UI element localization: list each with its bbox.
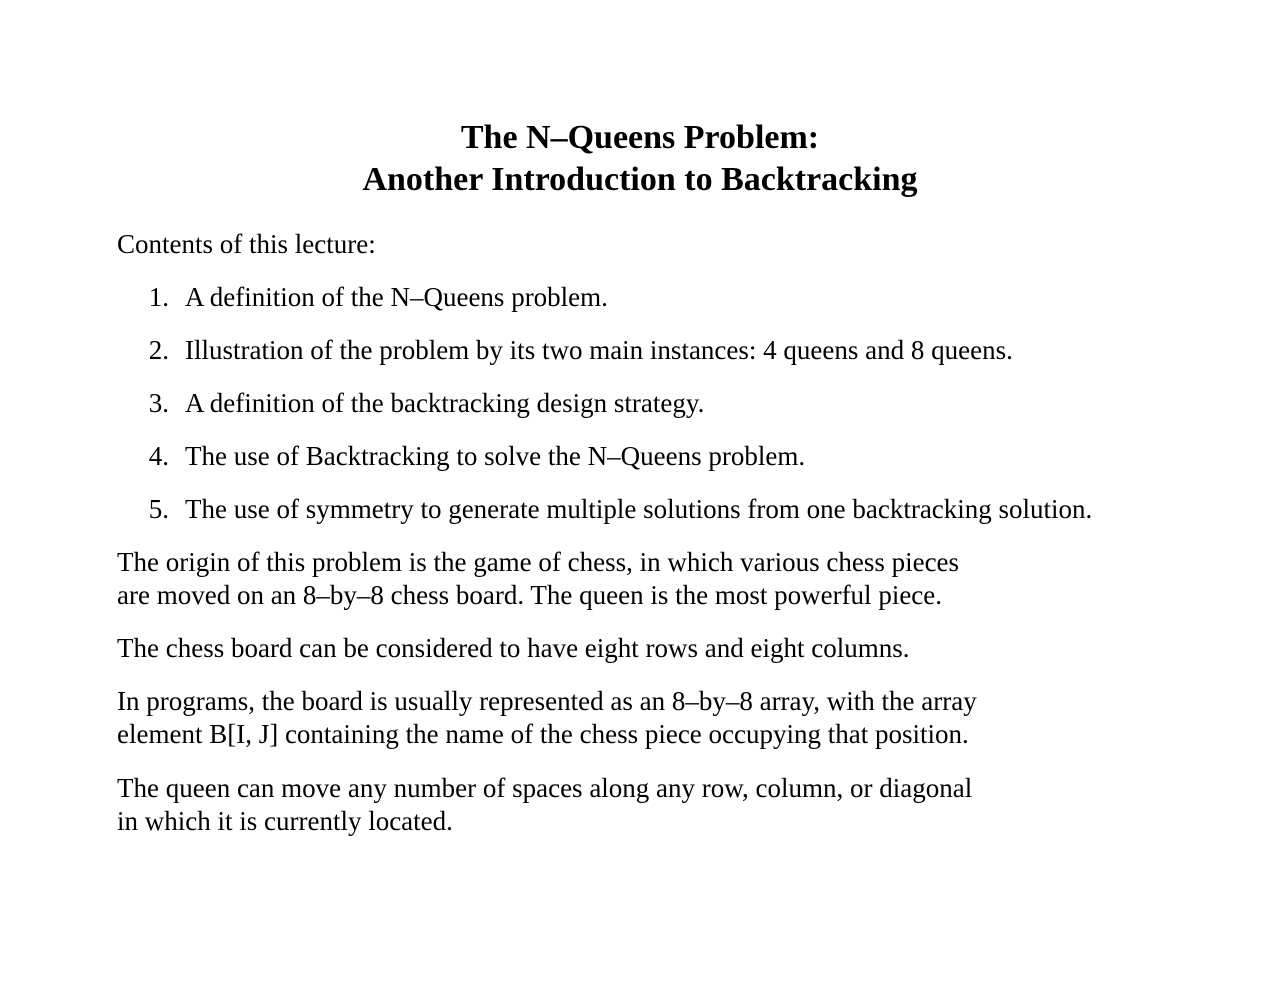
title-line-2: Another Introduction to Backtracking [362, 161, 918, 198]
paragraph-line: In programs, the board is usually represented as an 8–by–8 array, with the array [117, 686, 977, 716]
list-item-text: A definition of the N–Queens problem. [185, 282, 608, 312]
paragraph-line: The chess board can be considered to have eight rows and eight columns. [117, 633, 910, 663]
list-item-text: The use of Backtracking to solve the N–Queens problem. [185, 441, 806, 471]
paragraph-array-representation [117, 685, 1257, 751]
list-item-text: The use of symmetry to generate multiple solutions from one backtracking solution. [185, 494, 1093, 524]
list-item-number: 5. [148, 494, 169, 524]
paragraph-line: in which it is currently located. [117, 806, 453, 836]
paragraph-chess-origin [117, 546, 1257, 612]
list-item-number: 4. [148, 441, 169, 471]
list-item-text: A definition of the backtracking design strategy. [185, 388, 705, 418]
list-item-number: 1. [148, 282, 169, 312]
paragraph-line: are moved on an 8–by–8 chess board. The queen is the most powerful piece. [117, 580, 943, 610]
paragraph-board-rows [117, 632, 1257, 665]
paragraph-line: element B[I, J] containing the name of the chess piece occupying that position. [117, 719, 969, 749]
paragraph-line: The queen can move any number of spaces along any row, column, or diagonal [117, 773, 973, 803]
title-line-1: The N–Queens Problem: [460, 119, 820, 156]
list-item-number: 3. [148, 388, 169, 418]
paragraph-queen-movement [117, 772, 1257, 838]
list-item-number: 2. [148, 335, 169, 365]
list-item-text: Illustration of the problem by its two main instances: 4 queens and 8 queens. [185, 335, 1013, 365]
page-title [0, 117, 1280, 201]
contents-heading: Contents of this lecture: [117, 229, 376, 259]
paragraph-line: The origin of this problem is the game of chess, in which various chess pieces [117, 547, 960, 577]
